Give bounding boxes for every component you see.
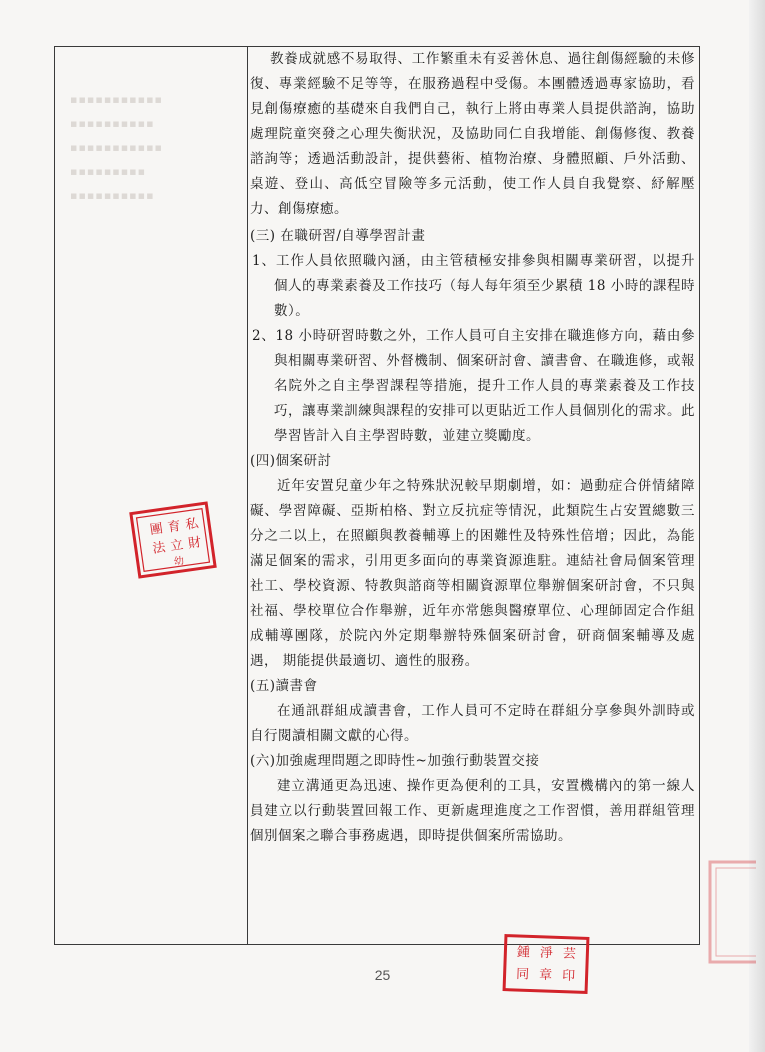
paragraph-case-study: 近年安置兒童少年之特殊狀況較早期劇增，如：過動症合併情緒障礙、學習障礙、亞斯柏格、對立反抗症等情況，此類院生占安置總數三分之二以上，在照顧與教養輔導上的困難性及特殊性倍增；因此，為能滿足個案的需求，引用更多面向的專業資源進駐。連結社會局個案管理社工、學校資源、特教與諮商等相關資源單位舉辦個案研討會，不只與社福、學校單位合作舉辦，近年亦常態與醫療單位、心理師固定合作組成輔導團隊，於院內外定期舉辦特殊個案研討會，研商個案輔導及處遇， 期能提供最適切、適性的服務。 (250, 478, 695, 669)
section-heading-4: (四)個案研討 (250, 453, 332, 469)
svg-text:立: 立 (169, 537, 185, 555)
svg-text:芸: 芸 (562, 946, 577, 963)
list-item-2: 2、18 小時研習時數之外，工作人員可自主安排在職進修方向，藉由參與相關專業研習、外督機制、個案研討會、讀書會、在職進修，或報名院外之自主學習課程等措施，提升工作人員的專業素養及工作技巧，讓專業訓練與課程的安排可以更貼近工作人員個別化的需求。此學習皆計入自主學習時數，並建立獎勵度。 (252, 328, 695, 444)
svg-text:私: 私 (184, 516, 200, 534)
section-heading-5: (五)讀書會 (250, 678, 318, 694)
paragraph-continuation: 教養成就感不易取得、工作繁重未有妥善休息、過往創傷經驗的未修復、專業經驗不足等等，在服務過程中受傷。本團體透過專家協助，看見創傷療癒的基礎來自我們自己，執行上將由專業人員提供諮詢，協助處理院童突發之心理失衡狀況，及協助同仁自我增能、創傷修復、教養諮詢等；透過活動設計，提供藝術、植物治療、身體照顧、戶外活動、桌遊、登山、高低空冒險等多元活動，使工作人員自我覺察、紓解壓力、創傷療癒。 (250, 51, 695, 217)
section-heading-3: (三) 在職研習/自導學習計畫 (250, 228, 426, 244)
bleed-through-text: ▪▪▪▪▪▪▪▪▪▪▪ ▪▪▪▪▪▪▪▪▪▪ ▪▪▪▪▪▪▪▪▪▪▪ ▪▪▪▪▪▪▪▪▪ ▪▪▪▪▪▪▪▪▪▪ (70, 93, 164, 202)
svg-text:章: 章 (538, 967, 553, 984)
svg-text:團: 團 (148, 521, 164, 539)
svg-text:法: 法 (151, 540, 167, 557)
content-column (250, 47, 695, 849)
svg-text:育: 育 (166, 518, 182, 536)
svg-text:幼: 幼 (173, 555, 185, 569)
svg-text:印: 印 (561, 968, 576, 985)
page-number: 25 (374, 967, 391, 983)
svg-text:財: 財 (187, 535, 203, 552)
paragraph-mobile-handover: 建立溝通更為迅速、操作更為便利的工具，安置機構內的第一線人員建立以行動裝置回報工作、更新處理進度之工作習慣，善用群組管理個別個案之聯合事務處遇，即時提供個案所需協助。 (250, 778, 695, 844)
svg-text:同: 同 (515, 966, 530, 983)
list-item-1: 1、工作人員依照職內涵，由主管積極安排參與相關專業研習，以提升個人的專業素養及工作技巧（每人每年須至少累積 18 小時的課程時數）。 (252, 253, 695, 319)
organization-seal-stamp (128, 500, 219, 581)
column-divider (247, 46, 248, 945)
svg-text:鍾: 鍾 (516, 944, 531, 961)
faded-partial-stamp (706, 858, 756, 968)
paragraph-book-club: 在通訊群組成讀書會，工作人員可不定時在群組分享參與外訓時或自行閱讀相關文獻的心得。 (250, 703, 695, 744)
section-heading-6: (六)加強處理問題之即時性~加強行動裝置交接 (250, 753, 540, 769)
svg-text:淨: 淨 (539, 945, 554, 962)
personal-seal-stamp (502, 934, 590, 995)
